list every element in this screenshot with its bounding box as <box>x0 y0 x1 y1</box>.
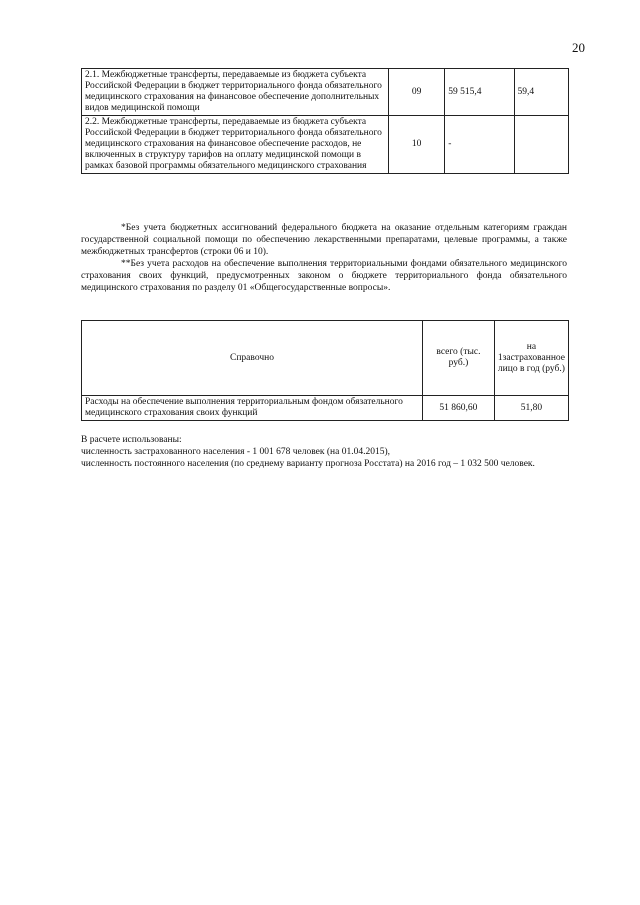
row-total: 51 860,60 <box>422 396 494 421</box>
footnotes <box>81 222 567 294</box>
header-per-person: на 1застрахованное лицо в год (руб.) <box>494 321 568 396</box>
header-total: всего (тыс. руб.) <box>422 321 494 396</box>
header-reference: Справочно <box>82 321 423 396</box>
calculation-notes <box>81 434 569 470</box>
table-row <box>82 116 569 174</box>
table-header-row <box>82 321 569 396</box>
table-row <box>82 396 569 421</box>
row-label: Расходы на обеспечение выполнения территориальным фондом обязательного медицинского страхования своих функций <box>82 396 423 421</box>
reference-table <box>81 320 569 421</box>
row-total: - <box>445 116 514 174</box>
calc-line-1: численность застрахованного населения - 1 001 678 человек (на 01.04.2015), <box>81 447 390 457</box>
footnote-1: *Без учета бюджетных ассигнований федерального бюджета на оказание отдельным категориям граждан государственной социальной помощи по обеспечению лекарственными препаратами, целевые программы, а также межбюджетных трансфертов (строки 06 и 10). <box>81 223 567 257</box>
row-code: 09 <box>388 69 444 116</box>
row-per-person: 51,80 <box>494 396 568 421</box>
page-number: 20 <box>572 40 585 55</box>
calc-line-2: численность постоянного населения (по среднему варианту прогноза Росстата) на 2016 год – 1 032 500 человек. <box>81 459 535 469</box>
calc-intro: В расчете использованы: <box>81 435 182 445</box>
row-description: 2.2. Межбюджетные трансферты, передаваемые из бюджета субъекта Российской Федерации в бюджет территориального фонда обязательного медицинского страхования на финансовое обеспечение расходов, не включенных в структуру тарифов на оплату медицинской помощи в рамках базовой программы обязательного медицинского страхования <box>82 116 389 174</box>
row-code: 10 <box>388 116 444 174</box>
table-row <box>82 69 569 116</box>
financing-table <box>81 68 569 174</box>
row-description: 2.1. Межбюджетные трансферты, передаваемые из бюджета субъекта Российской Федерации в бюджет территориального фонда обязательного медицинского страхования на финансовое обеспечение дополнительных видов медицинской помощи <box>82 69 389 116</box>
footnote-2: **Без учета расходов на обеспечение выполнения территориальными фондами обязательного медицинского страхования своих функций, предусмотренных законом о бюджете территориального фонда обязательного медицинского страхования по разделу 01 «Общегосударственные вопросы». <box>81 259 567 293</box>
row-per-person: 59,4 <box>514 69 568 116</box>
row-per-person <box>514 116 568 174</box>
row-total: 59 515,4 <box>445 69 514 116</box>
